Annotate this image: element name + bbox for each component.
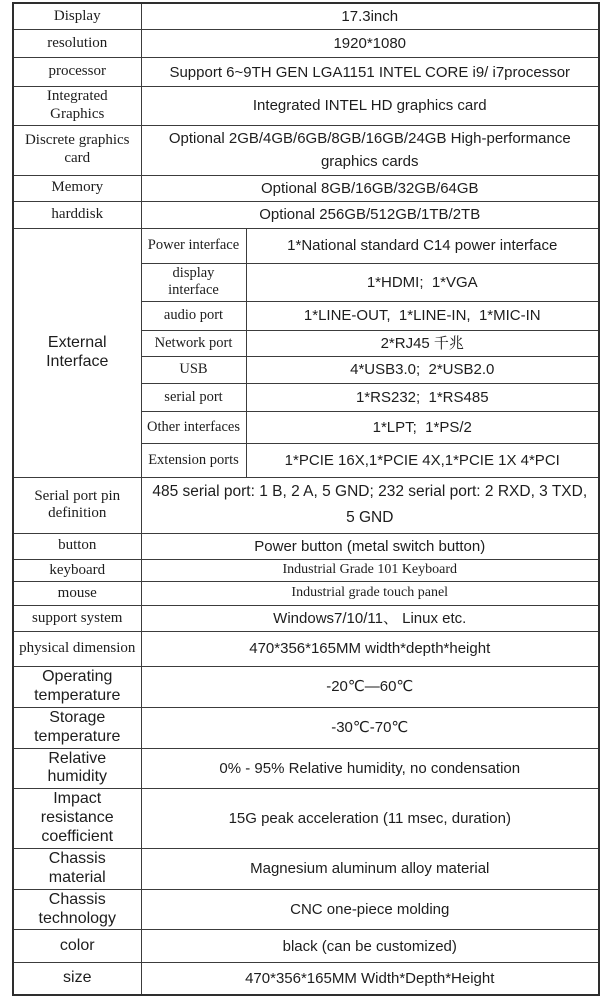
port-extension-ports-name: Extension ports <box>141 443 246 477</box>
row-size-label: size <box>13 963 141 995</box>
row-relative-humidity-value: 0% - 95% Relative humidity, no condensation <box>141 748 599 789</box>
row-chassis-material-value: Magnesium aluminum alloy material <box>141 848 599 889</box>
row-harddisk-label: harddisk <box>13 201 141 228</box>
row-memory-value: Optional 8GB/16GB/32GB/64GB <box>141 175 599 201</box>
row-button-value: Power button (metal switch button) <box>141 533 599 559</box>
port-network-port-value: 2*RJ45 千兆 <box>246 330 599 356</box>
port-display-interface-name: display interface <box>141 263 246 301</box>
row-external-interface-label: External Interface <box>13 228 141 477</box>
row-impact-resistance-coefficient-label: Impact resistance coefficient <box>13 789 141 849</box>
row-impact-resistance-coefficient-value: 15G peak acceleration (11 msec, duration) <box>141 789 599 849</box>
port-serial-port-name: serial port <box>141 383 246 411</box>
row-chassis-technology-label: Chassis technology <box>13 889 141 930</box>
row-integrated-graphics-label: Integrated Graphics <box>13 87 141 125</box>
port-power-interface-value: 1*National standard C14 power interface <box>246 228 599 263</box>
row-display-value: 17.3inch <box>141 3 599 30</box>
row-mouse-value: Industrial grade touch panel <box>141 581 599 605</box>
port-display-interface-value: 1*HDMI; 1*VGA <box>246 263 599 301</box>
row-operating-temperature-label: Operating temperature <box>13 667 141 708</box>
port-serial-port-value: 1*RS232; 1*RS485 <box>246 383 599 411</box>
port-other-interfaces-value: 1*LPT; 1*PS/2 <box>246 411 599 443</box>
row-discrete-graphics-card <box>13 125 599 175</box>
row-chassis-technology <box>13 889 599 930</box>
row-processor <box>13 58 599 87</box>
row-color-label: color <box>13 930 141 963</box>
row-operating-temperature <box>13 667 599 708</box>
row-size <box>13 963 599 995</box>
row-button <box>13 533 599 559</box>
row-chassis-technology-value: CNC one-piece molding <box>141 889 599 930</box>
row-support-system-value: Windows7/10/11、 Linux etc. <box>141 605 599 631</box>
row-storage-temperature <box>13 707 599 748</box>
row-keyboard-label: keyboard <box>13 559 141 581</box>
row-memory <box>13 175 599 201</box>
port-other-interfaces-name: Other interfaces <box>141 411 246 443</box>
row-serial-port-pin-definition-value: 485 serial port: 1 B, 2 A, 5 GND; 232 serial port: 2 RXD, 3 TXD, 5 GND <box>141 477 599 533</box>
row-relative-humidity-label: Relative humidity <box>13 748 141 789</box>
row-size-value: 470*356*165MM Width*Depth*Height <box>141 963 599 995</box>
port-usb-name: USB <box>141 356 246 383</box>
row-display <box>13 3 599 30</box>
row-processor-value: Support 6~9TH GEN LGA1151 INTEL CORE i9/ i7processor <box>141 58 599 87</box>
port-audio-port-value: 1*LINE-OUT, 1*LINE-IN, 1*MIC-IN <box>246 301 599 330</box>
row-resolution-label: resolution <box>13 30 141 58</box>
port-network-port-name: Network port <box>141 330 246 356</box>
row-chassis-material <box>13 848 599 889</box>
row-discrete-graphics-card-value: Optional 2GB/4GB/6GB/8GB/16GB/24GB High-performance graphics cards <box>141 125 599 175</box>
row-mouse <box>13 581 599 605</box>
row-impact-resistance-coefficient <box>13 789 599 849</box>
spec-table <box>12 2 600 996</box>
row-color-value: black (can be customized) <box>141 930 599 963</box>
row-resolution <box>13 30 599 58</box>
row-color <box>13 930 599 963</box>
row-keyboard-value: Industrial Grade 101 Keyboard <box>141 559 599 581</box>
row-memory-label: Memory <box>13 175 141 201</box>
row-physical-dimension <box>13 632 599 667</box>
row-physical-dimension-label: physical dimension <box>13 632 141 667</box>
row-physical-dimension-value: 470*356*165MM width*depth*height <box>141 632 599 667</box>
row-serial-port-pin-definition <box>13 477 599 533</box>
row-operating-temperature-value: -20℃—60℃ <box>141 667 599 708</box>
row-support-system <box>13 605 599 631</box>
row-mouse-label: mouse <box>13 581 141 605</box>
row-harddisk <box>13 201 599 228</box>
row-harddisk-value: Optional 256GB/512GB/1TB/2TB <box>141 201 599 228</box>
row-processor-label: processor <box>13 58 141 87</box>
row-support-system-label: support system <box>13 605 141 631</box>
row-storage-temperature-label: Storage temperature <box>13 707 141 748</box>
spec-sheet <box>12 2 598 996</box>
row-discrete-graphics-card-label: Discrete graphics card <box>13 125 141 175</box>
row-chassis-material-label: Chassis material <box>13 848 141 889</box>
row-storage-temperature-value: -30℃-70℃ <box>141 707 599 748</box>
port-usb-value: 4*USB3.0; 2*USB2.0 <box>246 356 599 383</box>
row-integrated-graphics-value: Integrated INTEL HD graphics card <box>141 87 599 125</box>
row-resolution-value: 1920*1080 <box>141 30 599 58</box>
row-integrated-graphics <box>13 87 599 125</box>
port-extension-ports-value: 1*PCIE 16X,1*PCIE 4X,1*PCIE 1X 4*PCI <box>246 443 599 477</box>
row-button-label: button <box>13 533 141 559</box>
row-relative-humidity <box>13 748 599 789</box>
port-audio-port-name: audio port <box>141 301 246 330</box>
row-display-label: Display <box>13 3 141 30</box>
port-power-interface-name: Power interface <box>141 228 246 263</box>
row-keyboard <box>13 559 599 581</box>
row-serial-port-pin-definition-label: Serial port pin definition <box>13 477 141 533</box>
port-row-power-interface <box>13 228 599 263</box>
